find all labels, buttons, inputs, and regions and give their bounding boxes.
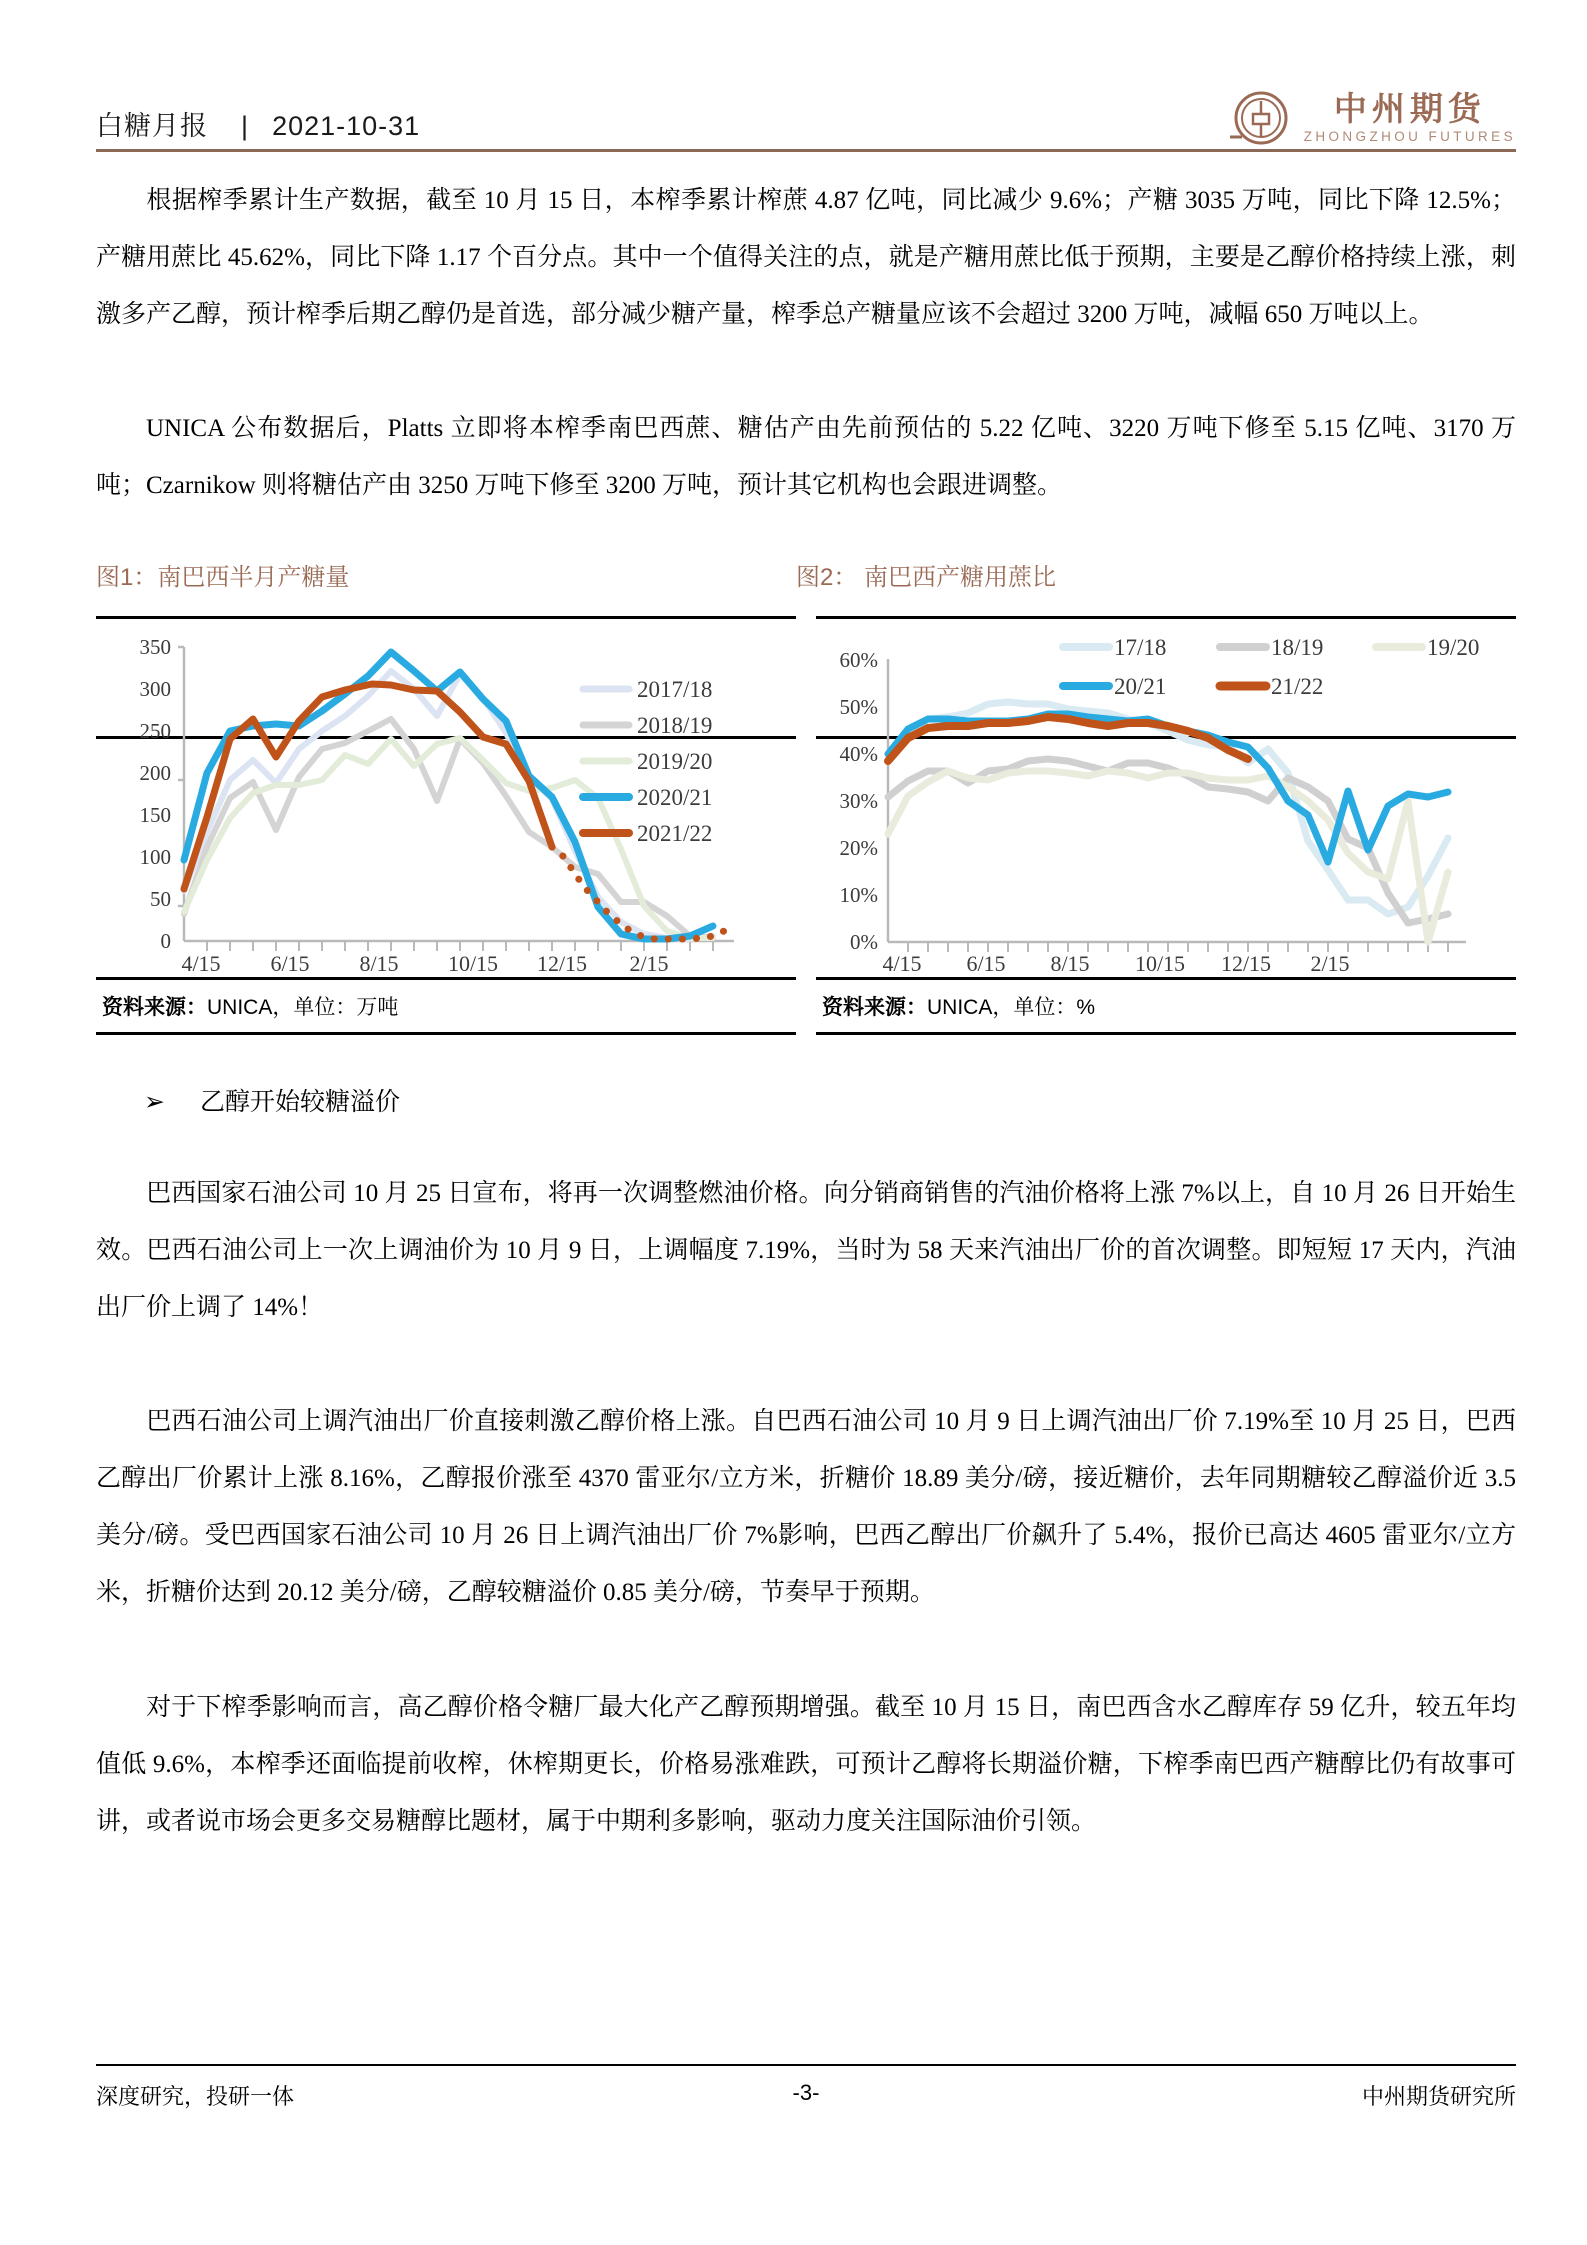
svg-text:2019/20: 2019/20 bbox=[637, 749, 713, 774]
page-header bbox=[96, 86, 1516, 158]
figure-2-container bbox=[816, 616, 1516, 1019]
header-doc-title: 白糖月报 bbox=[96, 111, 208, 141]
svg-text:19/20: 19/20 bbox=[1427, 635, 1480, 660]
logo-english-name: ZHONGZHOU FUTURES bbox=[1303, 129, 1516, 145]
page-number: -3- bbox=[792, 2080, 820, 2105]
figure-2-source-row bbox=[816, 977, 1516, 1035]
figure-1-source-label: 资料来源： bbox=[102, 996, 207, 1019]
svg-text:0%: 0% bbox=[850, 930, 878, 954]
figure-2-source bbox=[822, 991, 1095, 1021]
svg-text:10/15: 10/15 bbox=[1134, 951, 1186, 974]
svg-text:8/15: 8/15 bbox=[1050, 951, 1090, 974]
logo-chinese-name: 中州期货 bbox=[1333, 89, 1486, 127]
figure-1-container bbox=[96, 616, 796, 1019]
svg-text:21/22: 21/22 bbox=[1271, 674, 1324, 699]
header-divider bbox=[96, 149, 1516, 152]
svg-text:150: 150 bbox=[139, 803, 171, 827]
figure-2-source-label: 资料来源： bbox=[822, 996, 927, 1019]
svg-text:2/15: 2/15 bbox=[1310, 951, 1350, 974]
svg-text:20%: 20% bbox=[839, 836, 878, 860]
figure-1-chart bbox=[96, 619, 796, 974]
figure-2-title: 图2： 南巴西产糖用蔗比 bbox=[796, 564, 1057, 591]
header-title bbox=[96, 104, 420, 143]
svg-text:10%: 10% bbox=[839, 883, 878, 907]
svg-text:6/15: 6/15 bbox=[966, 951, 1006, 974]
bullet-arrow-icon: ➢ bbox=[144, 1088, 165, 1116]
paragraph-5 bbox=[96, 1679, 1516, 1850]
paragraph-1 bbox=[96, 172, 1516, 343]
section-heading-label: 乙醇开始较糖溢价 bbox=[200, 1088, 401, 1116]
page-footer bbox=[96, 2064, 1516, 2134]
paragraph-1-text: 根据榨季累计生产数据，截至 10 月 15 日，本榨季累计榨蔗 4.87 亿吨，同比减少 9.6%；产糖 3035 万吨，同比下降 12.5%；产糖用蔗比 45.62%，同比下降 1.17 个百分点。其中一个值得关注的点，就是产糖用蔗比低于预期，主要是乙醇价格持续上涨，刺激多产乙醇，预计榨季后期乙醇仍是首选，部分减少糖产量，榨季总产糖量应该不会超过 3200 万吨，减幅 650 万吨以上。 bbox=[96, 187, 1516, 328]
header-separator: | bbox=[241, 111, 250, 141]
svg-text:4/15: 4/15 bbox=[181, 951, 221, 974]
svg-text:2018/19: 2018/19 bbox=[637, 713, 713, 738]
footer-institute: 中州期货研究所 bbox=[1361, 2084, 1516, 2109]
figure-2-chart bbox=[816, 619, 1516, 974]
footer-divider bbox=[96, 2064, 1516, 2066]
company-logo bbox=[1230, 83, 1516, 153]
section-heading-ethanol-premium bbox=[96, 1082, 400, 1118]
page-content bbox=[96, 0, 1516, 2245]
figure-1-source-value: UNICA，单位：万吨 bbox=[207, 996, 399, 1019]
svg-text:4/15: 4/15 bbox=[882, 951, 922, 974]
svg-text:100: 100 bbox=[139, 845, 171, 869]
paragraph-2-text: UNICA 公布数据后，Platts 立即将本榨季南巴西蔗、糖估产由先前预估的 5.22 亿吨、3220 万吨下修至 5.15 亿吨、3170 万吨；Czarnikow 则将糖估产由 3250 万吨下修至 3200 万吨，预计其它机构也会跟进调整。 bbox=[96, 415, 1516, 499]
svg-text:50: 50 bbox=[150, 887, 171, 911]
svg-text:60%: 60% bbox=[839, 648, 878, 672]
svg-text:17/18: 17/18 bbox=[1114, 635, 1167, 660]
logo-mark-icon bbox=[1230, 87, 1292, 149]
svg-text:6/15: 6/15 bbox=[270, 951, 310, 974]
svg-text:300: 300 bbox=[139, 677, 171, 701]
svg-text:18/19: 18/19 bbox=[1271, 635, 1324, 660]
svg-text:350: 350 bbox=[139, 635, 171, 659]
figure-1-source bbox=[102, 991, 398, 1021]
footer-slogan: 深度研究，投研一体 bbox=[96, 2084, 295, 2109]
paragraph-3-text: 巴西国家石油公司 10 月 25 日宣布，将再一次调整燃油价格。向分销商销售的汽油价格将上涨 7%以上，自 10 月 26 日开始生效。巴西石油公司上一次上调油价为 10 月 9 日，上调幅度 7.19%，当时为 58 天来汽油出厂价的首次调整。即短短 17 天内，汽油出厂价上调了 14%！ bbox=[96, 1180, 1516, 1321]
paragraph-4 bbox=[96, 1393, 1516, 1621]
svg-text:30%: 30% bbox=[839, 789, 878, 813]
svg-text:12/15: 12/15 bbox=[536, 951, 588, 974]
svg-text:40%: 40% bbox=[839, 742, 878, 766]
figure-2-source-value: UNICA，单位：% bbox=[927, 996, 1096, 1019]
svg-text:250: 250 bbox=[139, 719, 171, 743]
svg-text:50%: 50% bbox=[839, 695, 878, 719]
svg-text:10/15: 10/15 bbox=[447, 951, 499, 974]
svg-text:8/15: 8/15 bbox=[359, 951, 399, 974]
logo-wordmark bbox=[1303, 89, 1516, 145]
svg-text:200: 200 bbox=[139, 761, 171, 785]
svg-text:12/15: 12/15 bbox=[1220, 951, 1272, 974]
paragraph-5-text: 对于下榨季影响而言，高乙醇价格令糖厂最大化产乙醇预期增强。截至 10 月 15 日，南巴西含水乙醇库存 59 亿升，较五年均值低 9.6%，本榨季还面临提前收榨，休榨期更长，价格易涨难跌，可预计乙醇将长期溢价糖，下榨季南巴西产糖醇比仍有故事可讲，或者说市场会更多交易糖醇比题材，属于中期利多影响，驱动力度关注国际油价引领。 bbox=[96, 1694, 1516, 1835]
svg-text:20/21: 20/21 bbox=[1114, 674, 1167, 699]
svg-text:2021/22: 2021/22 bbox=[637, 821, 713, 846]
svg-text:2/15: 2/15 bbox=[629, 951, 669, 974]
svg-text:2017/18: 2017/18 bbox=[637, 677, 713, 702]
figure-1-source-row bbox=[96, 977, 796, 1035]
paragraph-4-text: 巴西石油公司上调汽油出厂价直接刺激乙醇价格上涨。自巴西石油公司 10 月 9 日上调汽油出厂价 7.19%至 10 月 25 日，巴西乙醇出厂价累计上涨 8.16%，乙醇报价涨至 4370 雷亚尔/立方米，折糖价 18.89 美分/磅，接近糖价，去年同期糖较乙醇溢价近 3.5 美分/磅。受巴西国家石油公司 10 月 26 日上调汽油出厂价 7%影响，巴西乙醇出厂价飙升了 5.4%，报价已高达 4605 雷亚尔/立方米，折糖价达到 20.12 美分/磅，乙醇较糖溢价 0.85 美分/磅，节奏早于预期。 bbox=[96, 1408, 1516, 1606]
paragraph-2 bbox=[96, 400, 1516, 514]
svg-text:2020/21: 2020/21 bbox=[637, 785, 713, 810]
svg-text:0: 0 bbox=[160, 929, 171, 953]
header-date: 2021-10-31 bbox=[272, 111, 421, 141]
paragraph-3 bbox=[96, 1165, 1516, 1336]
figure-1-title: 图1：南巴西半月产糖量 bbox=[96, 564, 350, 591]
